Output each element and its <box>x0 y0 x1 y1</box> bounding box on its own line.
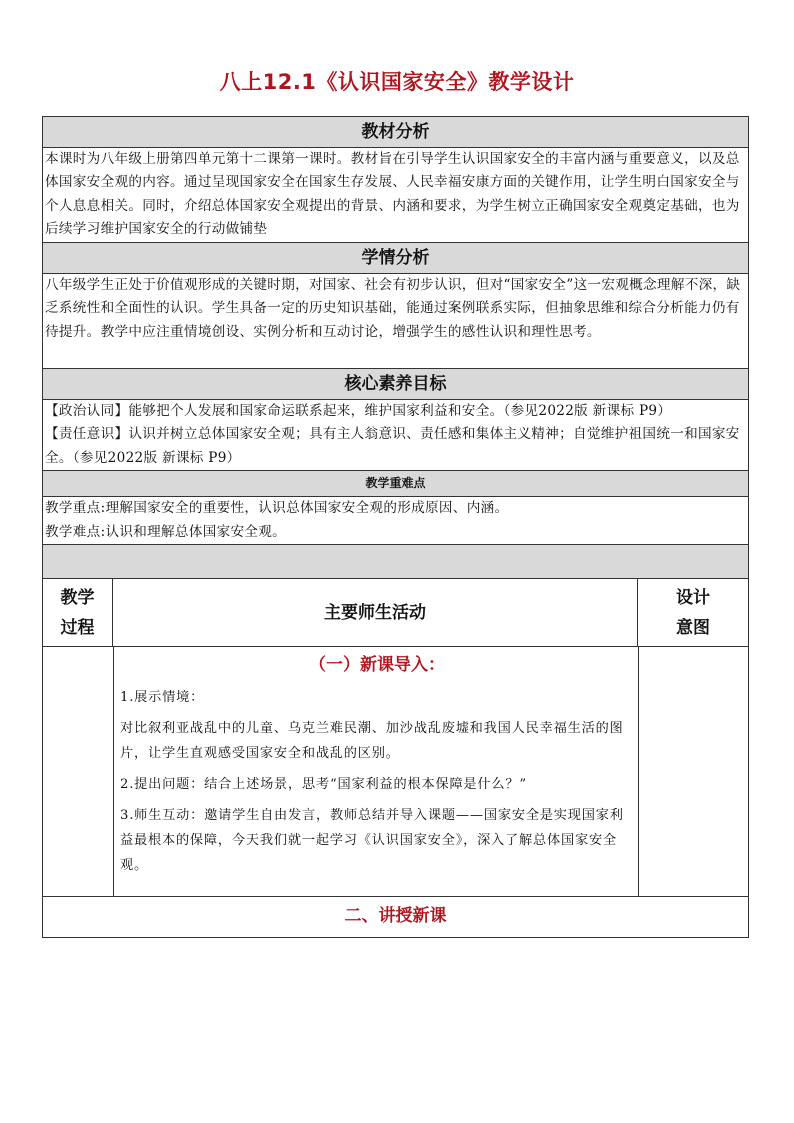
goals-section <box>43 369 748 471</box>
materials-section <box>43 117 748 243</box>
keypoints-heading: 教学重难点 <box>43 471 748 497</box>
document-title: 八上12.1《认识国家安全》教学设计 <box>219 70 575 94</box>
keypoint-item: 教学难点:认识和理解总体国家安全观。 <box>45 523 287 540</box>
activity-row <box>43 647 748 897</box>
activity-paragraph: 对比叙利亚战乱中的儿童、乌克兰难民潮、加沙战乱废墟和我国人民幸福生活的图片，让学生直观感受国家安全和战乱的区别。 <box>120 721 624 762</box>
lesson-plan-table <box>42 116 749 938</box>
goal-item: 【政治认同】能够把个人发展和国家命运联系起来，维护国家利益和安全。（参见2022版 新课标 P9） <box>45 403 672 419</box>
part1-title: （一）新课导入： <box>309 655 445 676</box>
materials-heading: 教材分析 <box>43 117 748 148</box>
activity-paragraph: 1.展示情境： <box>120 690 205 706</box>
students-section <box>43 243 748 369</box>
design-column-header: 设计意图 <box>676 587 710 638</box>
goals-heading: 核心素养目标 <box>43 369 748 400</box>
keypoints-section <box>43 471 748 545</box>
activity-paragraph: 3.师生互动：邀请学生自由发言，教师总结并导入课题——国家安全是实现国家利益最根本的保障，今天我们就一起学习《认识国家安全》，深入了解总体国家安全观。 <box>120 808 624 874</box>
keypoint-item: 教学重点:理解国家安全的重要性，认识总体国家安全观的形成原因、内涵。 <box>45 500 509 517</box>
students-text: 八年级学生正处于价值观形成的关键时期，对国家、社会有初步认识，但对“国家安全”这一宏观概念理解不深，缺乏系统性和全面性的认识。学生具备一定的历史知识基础，能通过案例联系实际，但抽象思维和综合分析能力仍有待提升。教学中应注重情境创设、实例分析和互动讨论，增强学生的感性认识和理性思考。 <box>45 277 741 340</box>
design-cell-empty <box>639 647 748 896</box>
goal-item: 【责任意识】认识并树立总体国家安全观；具有主人翁意识、责任感和集体主义精神；自觉维护祖国统一和国家安全。（参见2022版 新课标 P9） <box>45 426 740 466</box>
activity-paragraph: 2.提出问题：结合上述场景，思考“国家利益的根本保障是什么？” <box>120 777 527 793</box>
blank-gray-row <box>43 545 748 579</box>
process-column-header: 教学过程 <box>43 579 113 646</box>
process-cell-empty <box>43 647 114 896</box>
materials-text: 本课时为八年级上册第四单元第十二课第一课时。教材旨在引导学生认识国家安全的丰富内涵与重要意义，以及总体国家安全观的内容。通过呈现国家安全在国家生存发展、人民幸福安康方面的关键作用，让学生明白国家安全与个人息息相关。同时，介绍总体国家安全观提出的背景、内涵和要求，为学生树立正确国家安全观奠定基础，也为后续学习维护国家安全的行动做铺垫 <box>45 151 740 238</box>
students-heading: 学情分析 <box>43 243 748 274</box>
activity-cell <box>114 647 639 896</box>
activities-column-header: 主要师生活动 <box>113 579 638 646</box>
part2-title: 二、讲授新课 <box>344 906 447 927</box>
process-header-row <box>43 579 748 647</box>
